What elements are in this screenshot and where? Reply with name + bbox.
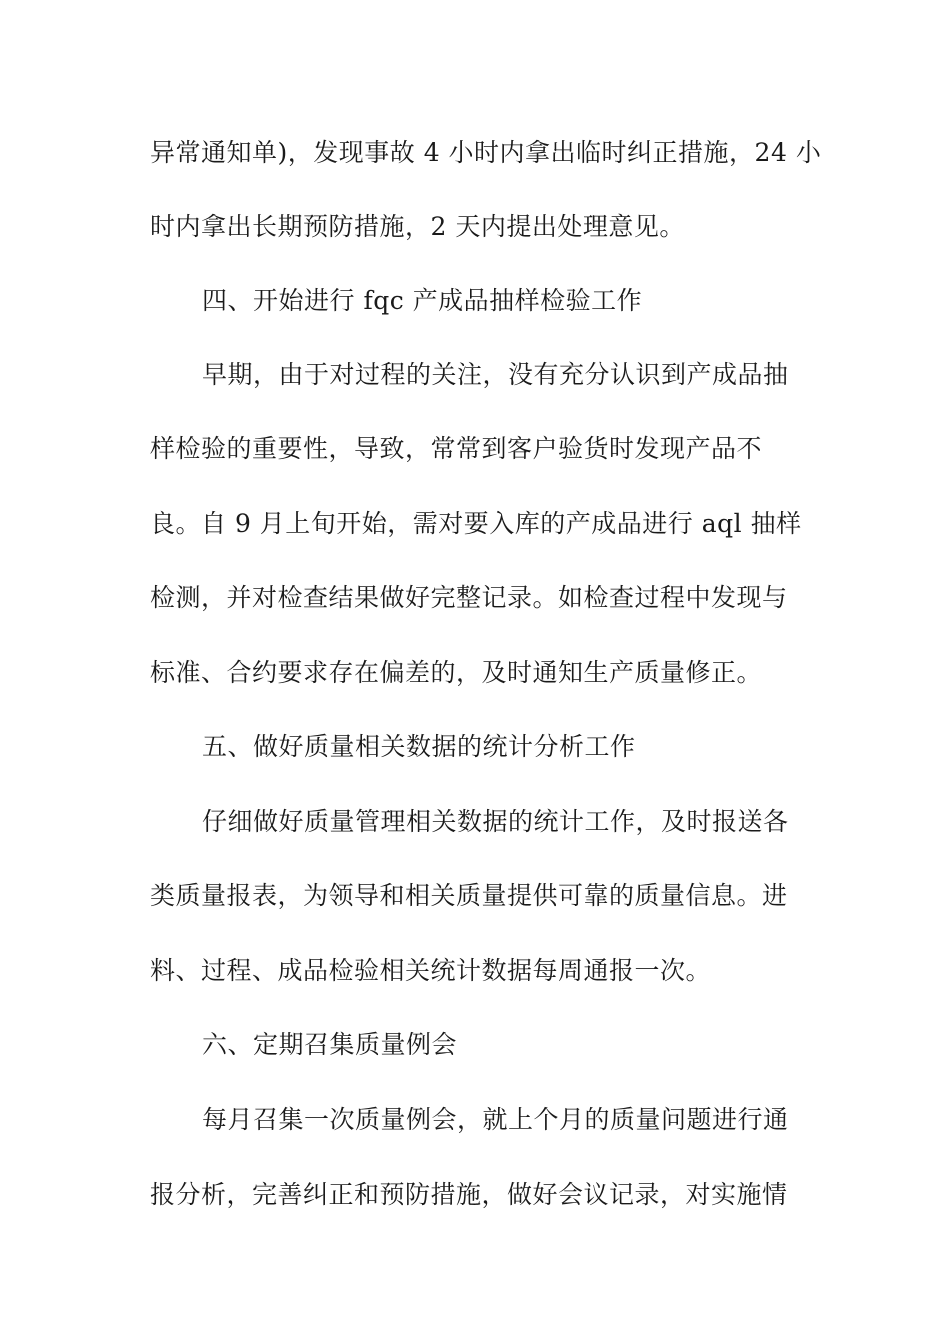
section-heading: 六、定期召集质量例会 [202,1030,458,1059]
paragraph-line: 仔细做好质量管理相关数据的统计工作，及时报送各 [202,807,789,836]
paragraph-line: 早期，由于对过程的关注，没有充分认识到产成品抽 [202,360,789,389]
paragraph-line: 标准、合约要求存在偏差的，及时通知生产质量修正。 [150,658,763,687]
paragraph-line: 料、过程、成品检验相关统计数据每周通报一次。 [150,956,712,985]
section-heading: 四、开始进行 fqc 产成品抽样检验工作 [202,286,643,315]
paragraph-line: 报分析，完善纠正和预防措施，做好会议记录，对实施情 [150,1180,788,1209]
paragraph-line: 异常通知单)，发现事故 4 小时内拿出临时纠正措施，24 小 [150,138,822,167]
paragraph-line: 类质量报表，为领导和相关质量提供可靠的质量信息。进 [150,881,788,910]
section-heading: 五、做好质量相关数据的统计分析工作 [202,732,636,761]
paragraph-line: 样检验的重要性，导致，常常到客户验货时发现产品不 [150,434,763,463]
paragraph-line: 检测，并对检查结果做好完整记录。如检查过程中发现与 [150,583,788,612]
paragraph-line: 良。自 9 月上旬开始，需对要入库的产成品进行 aql 抽样 [150,509,802,538]
paragraph-line: 时内拿出长期预防措施，2 天内提出处理意见。 [150,212,685,241]
paragraph-line: 每月召集一次质量例会，就上个月的质量问题进行通 [202,1105,789,1134]
